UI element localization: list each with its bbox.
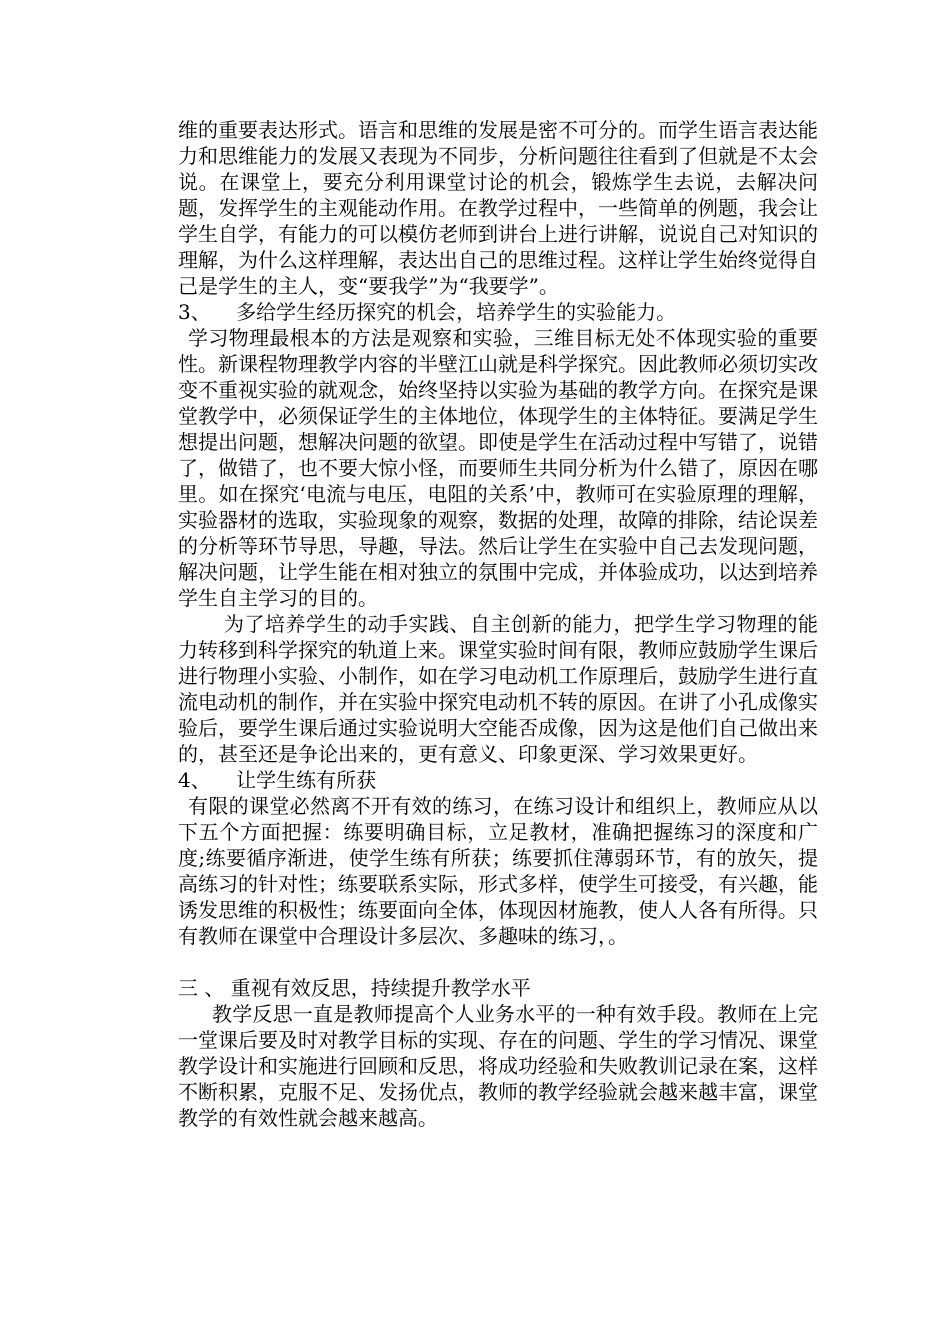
subheading-4-practice: 4、 让学生练有所获 — [178, 768, 377, 792]
subheading-3-inquiry: 3、 多给学生经历探究的机会，培养学生的实验能力。 — [178, 300, 677, 324]
blank-line — [178, 949, 818, 975]
document-page — [178, 117, 818, 1131]
paragraph-effective-exercises: 有限的课堂必然离不开有效的练习，在练习设计和组织上，教师应从以下五个方面把握：练要明确目标，立足教材，准确把握练习的深度和广度;练要循序渐进，使学生练有所获；练要抓住薄弱环节，有的放矢，提高练习的针对性；练要联系实际，形式多样，使学生可接受，有兴趣，能诱发思维的积极性；练要面向全体，体现因材施教，使人人各有所得。只有教师在课堂中合理设计多层次、多趣味的练习，。 — [178, 794, 818, 948]
paragraph-thinking-expression: 维的重要表达形式。语言和思维的发展是密不可分的。而学生语言表达能力和思维能力的发展又表现为不同步，分析问题往往看到了但就是不太会说。在课堂上，要充分利用课堂讨论的机会，锻炼学生去说，去解决问题，发挥学生的主观能动作用。在教学过程中，一些简单的例题，我会让学生自学，有能力的可以模仿老师到讲台上进行讲解，说说自己对知识的理解，为什么这样理解，表达出自己的思维过程。这样让学生始终觉得自己是学生的主人，变“要我学”为“我要学”。 — [178, 118, 818, 298]
paragraph-teaching-reflection: 教学反思一直是教师提高个人业务水平的一种有效手段。教师在上完一堂课后要及时对教学目标的实现、存在的问题、学生的学习情况、课堂教学设计和实施进行回顾和反思，将成功经验和失败教训记录在案，这样不断积累，克服不足、发扬优点，教师的教学经验就会越来越丰富，课堂教学的有效性就会越来越高。 — [178, 1002, 818, 1130]
section-heading-3-reflection: 三 、 重视有效反思，持续提升教学水平 — [178, 976, 531, 1000]
paragraph-experiment-importance: 学习物理最根本的方法是观察和实验，三维目标无处不体现实验的重要性。新课程物理教学内容的半壁江山就是科学探究。因此教师必须切实改变不重视实验的就观念，始终坚持以实验为基础的教学方向。在探究是课堂教学中，必须保证学生的主体地位，体现学生的主体特征。要满足学生想提出问题，想解决问题的欲望。即使是学生在活动过程中写错了，说错了，做错了，也不要大惊小怪，而要师生共同分析为什么错了，原因在哪里。如在探究‘电流与电压，电阻的关系’中，教师可在实验原理的理解，实验器材的选取，实验现象的观察，数据的处理，故障的排除，结论误差的分析等环节导思，导趣，导法。然后让学生在实验中自己去发现问题，解决问题，让学生能在相对独立的氛围中完成，并体验成功，以达到培养学生自主学习的目的。 — [178, 326, 818, 610]
paragraph-hands-on-practice: 为了培养学生的动手实践、自主创新的能力，把学生学习物理的能力转移到科学探究的轨道上来。课堂实验时间有限，教师应鼓励学生课后进行物理小实验、小制作，如在学习电动机工作原理后，鼓励学生进行直流电动机的制作，并在实验中探究电动机不转的原因。在讲了小孔成像实验后，要学生课后通过实验说明大空能否成像，因为这是他们自己做出来的，甚至还是争论出来的，更有意义、印象更深、学习效果更好。 — [178, 612, 818, 766]
